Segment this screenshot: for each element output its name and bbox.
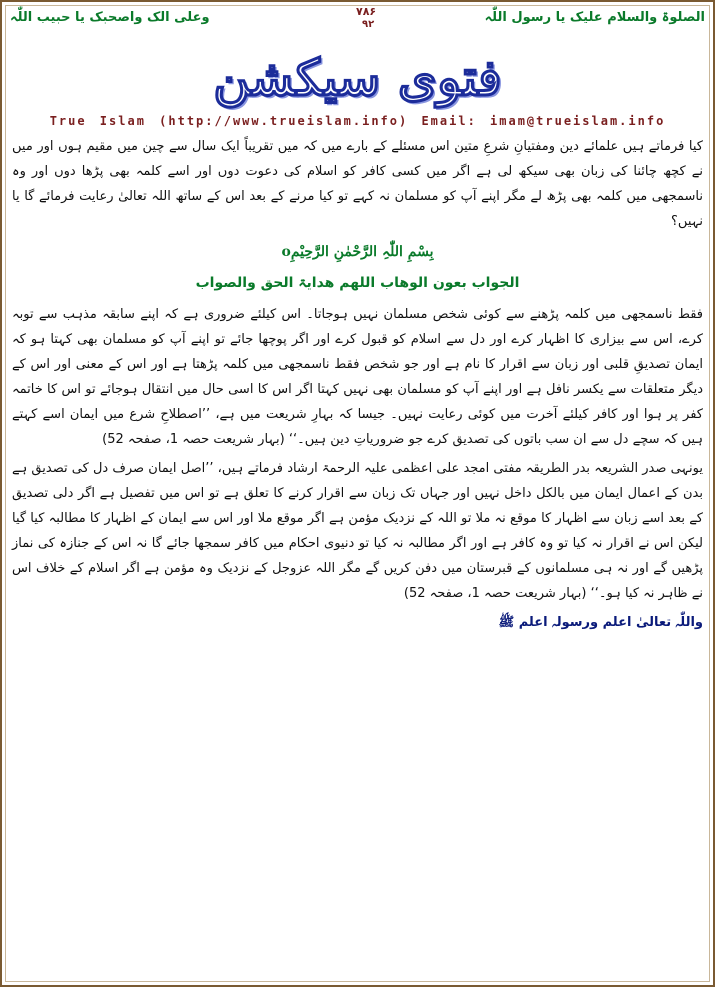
reference-bottom: ۹۲	[362, 19, 375, 30]
fatwa-content	[12, 134, 703, 635]
closing-line: واللّٰہ تعالیٰ اعلم ورسولہ اعلم ﷺ	[498, 615, 703, 630]
bismillah: بِسْمِ اللّٰہِ الرَّحْمٰنِ الرَّحِیْمِo	[281, 244, 434, 260]
salutation-right: الصلوۃ والسلام علیک یا رسول اللّٰہ	[484, 10, 705, 25]
salutation-left: وعلی الک واصحبک یا حبیب اللّٰہ	[10, 10, 210, 25]
header-bar	[10, 5, 705, 30]
reference-top: ۷۸۶	[356, 5, 377, 18]
question-text: کیا فرماتے ہیں علمائے دین ومفتیانِ شرعِ متین اس مسئلے کے بارے میں کہ میں تقریباً ایک سال سے چین میں مقیم ہوں اور میں نے کچھ چائنا کی زبان بھی سیکھ لی ہے اگر میں کسی کافر کو اسلام کی دعوت دوں اور اسے کلمہ بھی پڑھا دوں اور وہ ناسمجھی میں کلمہ بھی پڑھ لے مگر اپنے آپ کو مسلمان نہ کہے تو کیا مرنے کے بعد اس کے ساتھ اللہ تعالیٰ رعایت فرمائے گا یا نہیں؟	[12, 139, 703, 229]
answer-paragraph-2: یونہی صدر الشریعہ بدر الطریقہ مفتی امجد علی اعظمی علیہ الرحمۃ ارشاد فرماتے ہیں، ’’اصل ایمان صرف دل کی تصدیق ہے بدن کے اعمال ایمان میں بالکل داخل نہیں اور جہاں تک زبان سے اقرار کرنے کا تعلق ہے تو اس میں تفصیل ہے اگر دلی تصدیق کے بعد اسے زبان سے اظہار کا موقع نہ ملا تو اللہ کے نزدیک مؤمن ہے اگر موقع ملا اور اس سے ایمان کے اظہار کا مطالبہ کیا گیا لیکن اس نے اقرار نہ کیا تو وہ کافر ہے اور اگر مطالبہ نہ کیا تو دنیوی احکام میں کافر سمجھا جائے گا نہ اس کے جنازہ کی نماز پڑھیں گے اور نہ ہی مسلمانوں کے قبرستان میں دفن کریں گے مگر اللہ عزوجل کے نزدیک وہ مؤمن ہے اگر اسلام کے خلاف اس نے ظاہر نہ کیا ہو۔‘‘ (بہار شریعت حصہ 1، صفحہ 52)	[12, 461, 703, 601]
answer-heading: الجواب بعون الوھاب اللھم ھدایۃ الحق والصواب	[195, 275, 520, 291]
contact-line: True Islam (http://www.trueislam.info) Email: imam@trueislam.info	[49, 114, 666, 128]
page-title: فتوی سیکشن	[213, 48, 502, 107]
answer-paragraph-1: فقط ناسمجھی میں کلمہ پڑھنے سے کوئی شخص مسلمان نہیں ہوجاتا۔ اس کیلئے ضروری ہے کہ اپنے سابقہ مذہب سے توبہ کرے، اس سے بیزاری کا اظہار کرے اور دل سے اسلام کو قبول کرے اور اگر پوچھا جائے تو اپنے آپ کو مسلمان بھی کہتا ہو کہ ایمان تصدیقِ قلبی اور زبان سے اقرار کا نام ہے اور جو شخص فقط ناسمجھی میں کلمہ پڑھتا ہے اور اس کے معنی اور اس کے دیگر متعلقات سے یکسر نافل ہے اور اپنے آپ کو مسلمان بھی نہیں کہتا اگر اس کا اسی حال میں انتقال ہوجائے تو اس کا خاتمہ کفر پر ہوا اور کافر کیلئے آخرت میں کوئی رعایت نہیں۔ جیسا کہ بہارِ شریعت میں ہے، ’’اصطلاحِ شرع میں ایمان اسے کہتے ہیں کہ سچے دل سے ان سب باتوں کی تصدیق کرے جو ضروریاتِ دین ہیں۔‘‘ (بہار شریعت حصہ 1، صفحہ 52)	[12, 307, 703, 447]
